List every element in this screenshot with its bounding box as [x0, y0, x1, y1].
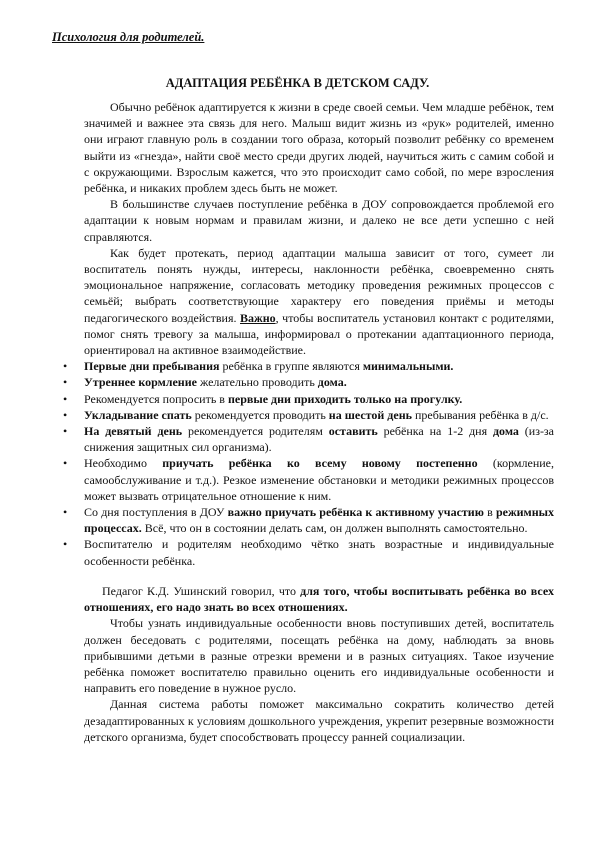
item-text: ребёнка на 1-2 дня [377, 424, 493, 439]
bold-text: важно приучать ребёнка к активному участию [227, 505, 484, 520]
bold-text: дома. [317, 375, 347, 390]
item-text: Рекомендуется попросить в [84, 391, 228, 406]
item-text: Со дня поступления в ДОУ [84, 505, 228, 520]
bold-text: режимных процессах. [84, 505, 555, 536]
spacer [84, 569, 554, 583]
item-text: Необходимо [84, 456, 163, 471]
recommendations-list [63, 358, 555, 569]
paragraph-conclusion: Данная система работы поможет максимально сократить количество детей дезадаптированных к условиям дошкольного учреждения, укрепит резервные возможности детского организма, будет способствовать процессу ранней социализации. [84, 697, 554, 744]
bold-text: Укладывание спать [84, 407, 192, 422]
item-text: (кормление, самообслуживание и т.д.). Резкое изменение обстановки и методики режимных процессов может вызвать отрицательное отношение к ним. [84, 456, 554, 503]
bullet-icon: • [63, 375, 68, 390]
bullet-icon: • [63, 456, 68, 471]
item-text: желательно проводить [196, 375, 318, 390]
bullet-icon: • [63, 359, 68, 374]
list-item [63, 504, 555, 536]
paragraph-individual-features: Чтобы узнать индивидуальные особенности вновь поступивших детей, воспитатель должен беседовать с родителями, посещать ребёнка на дому, наблюдать за вновь прибывшими детьми в разные отрезки времени и в разных ситуациях. Такое изучение ребёнка поможет воспитателю правильно оценить его индивидуальные особенности и направить его поведение в нужное русло. [84, 616, 554, 696]
bold-text: оставить [328, 424, 378, 439]
bold-text: на шестой день [328, 407, 412, 422]
item-text: рекомендуется проводить [191, 407, 329, 422]
list-item [63, 536, 554, 568]
list-item [63, 407, 554, 423]
paragraph-text: Педагог К.Д. Ушинский говорил, что [102, 583, 301, 598]
bold-text: Первые дни пребывания [84, 359, 220, 374]
paragraph-adaptation-problem: В большинстве случаев поступление ребёнка в ДОУ сопровождается проблемой его адаптации к новым нормам и правилам жизни, и далеко не все дети успешно с ней справляются. [84, 197, 554, 244]
bullet-icon: • [63, 424, 68, 439]
bullet-icon: • [63, 407, 68, 422]
list-item [63, 358, 554, 374]
emphasis-text: Важно [240, 310, 276, 325]
bold-text: дома [492, 424, 519, 439]
bold-text: Утреннее кормление [84, 375, 197, 390]
document-title: АДАПТАЦИЯ РЕБЁНКА В ДЕТСКОМ САДУ. [165, 76, 430, 90]
document-body [63, 99, 555, 745]
paragraph-adaptation-period [84, 245, 554, 358]
list-item [63, 423, 555, 455]
list-item [63, 374, 554, 390]
bold-text: первые дни приходить только на прогулку. [227, 391, 463, 406]
item-text: пребывания ребёнка в д/с. [411, 407, 549, 422]
paragraph-ushinsky-quote [84, 583, 554, 615]
list-item [63, 391, 554, 407]
item-text: в [483, 505, 496, 520]
item-text: (из-за снижения защитных сил организма). [84, 424, 555, 455]
quote-text: для того, чтобы воспитывать ребёнка во всех отношениях, его надо знать во всех отношениях. [84, 583, 554, 615]
bullet-icon: • [63, 537, 68, 552]
item-text: Всё, что он в состоянии делать сам, он должен выполнять самостоятельно. [141, 521, 528, 536]
item-text: Воспитателю и родителям необходимо чётко знать возрастные и индивидуальные особенности ребёнка. [84, 537, 554, 568]
paragraph-text: , чтобы воспитатель установил контакт с родителями, помог снять тревогу за малыша, информировал о протекании адаптационного периода, ориентировал на активное взаимодействие. [84, 310, 554, 358]
section-header: Психология для родителей. [52, 30, 205, 44]
paragraph-intro: Обычно ребёнок адаптируется к жизни в среде своей семьи. Чем младше ребёнок, тем значимей и важнее эта связь для него. Малыш видит жизнь из «рук» родителей, именно они играют главную роль в создании того образа, который позволит ребёнку со временем выйти из «гнезда», найти своё место среди других людей, научиться жить с самим собой и с окружающими. Взрослым кажется, что это происходит само собой, по мере взросления ребёнка, и никаких проблем здесь быть не может. [84, 100, 554, 196]
list-item [63, 455, 554, 504]
bullet-icon: • [63, 391, 68, 406]
bold-text: минимальными. [362, 359, 454, 374]
item-text: ребёнка в группе являются [219, 359, 363, 374]
item-text: рекомендуется родителям [182, 424, 329, 439]
bold-text: приучать ребёнка ко всему новому постепенно [162, 456, 478, 471]
bold-text: На девятый день [84, 424, 183, 439]
paragraph-text: Как будет протекать, период адаптации малыша зависит от того, сумеет ли воспитатель понять нужды, интересы, наклонности ребёнка, своевременно снять эмоциональное напряжение, согласовать методику проведения режимных процессов с семьёй; выбрать соответствующие характеру его поведения приёмы и методы педагогического воздействия. [84, 245, 554, 325]
bullet-icon: • [63, 505, 68, 520]
